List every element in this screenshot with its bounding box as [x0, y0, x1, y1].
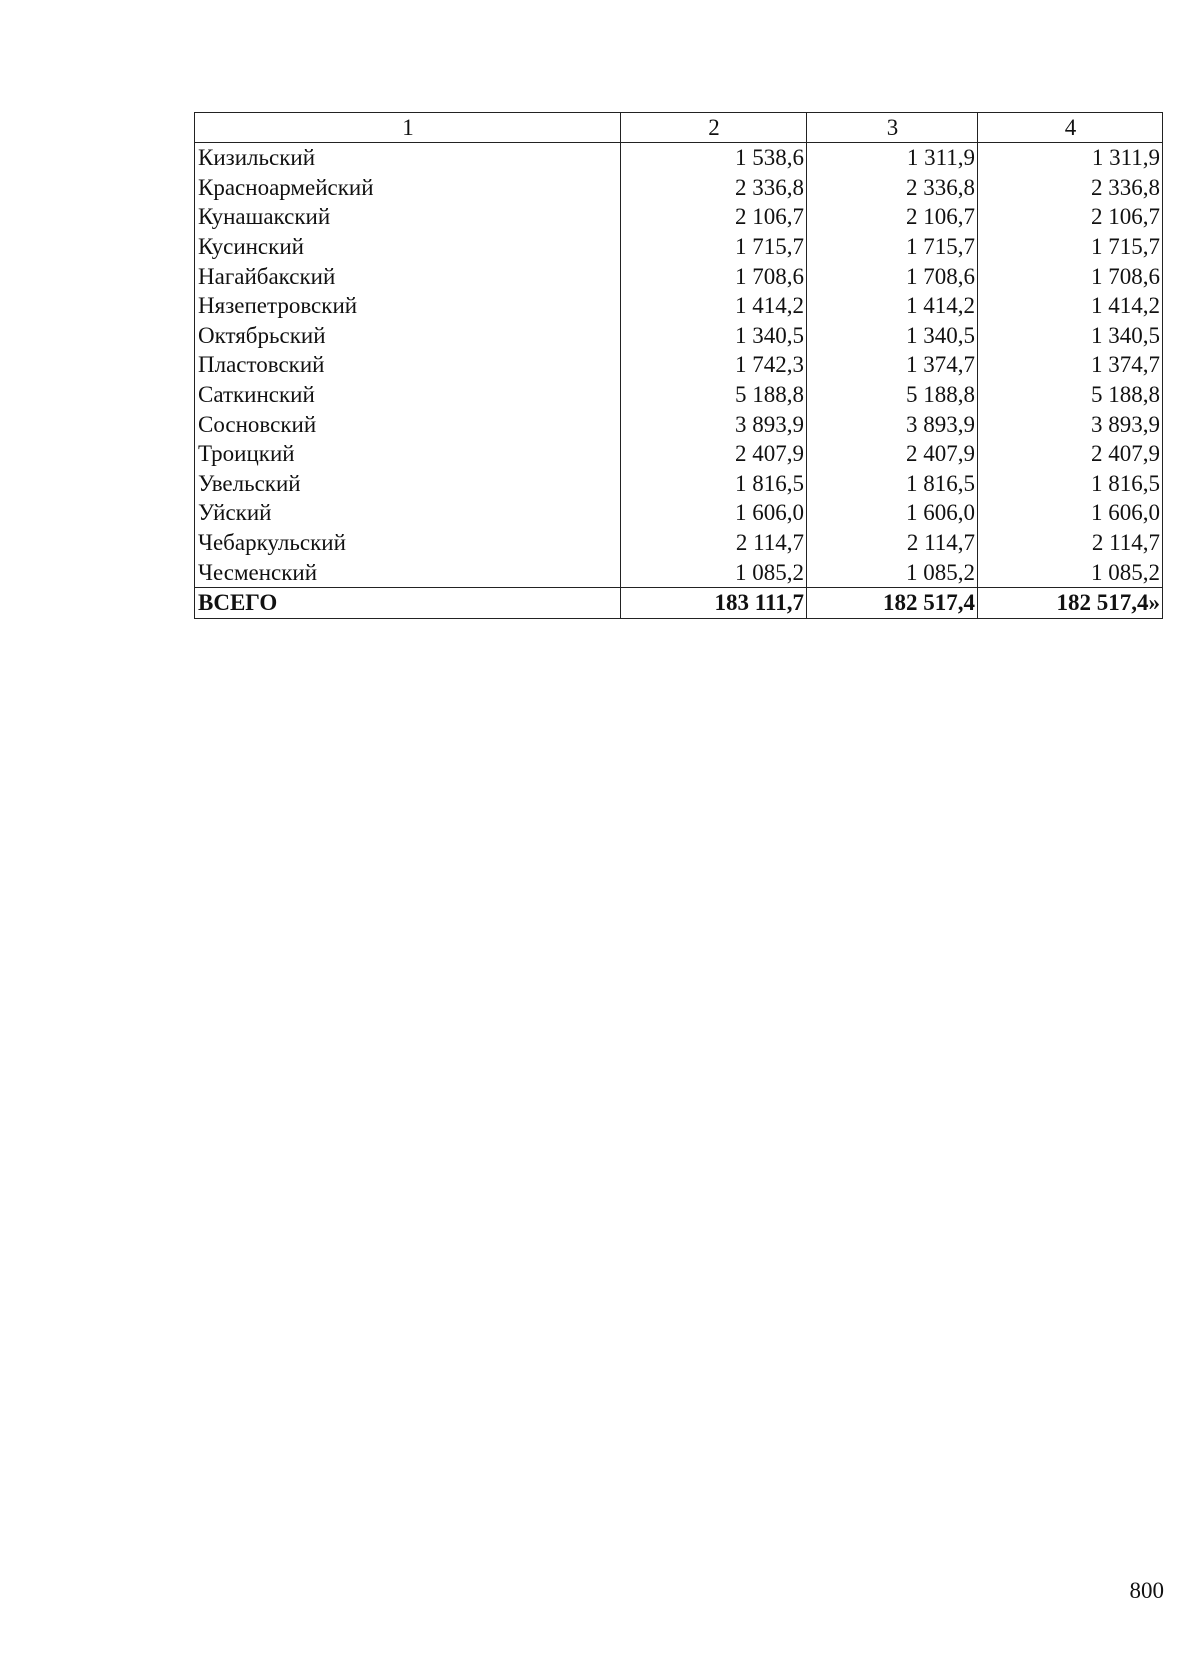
- value-col-2: 5 188,8: [621, 380, 807, 410]
- district-name: Нязепетровский: [195, 291, 621, 321]
- value-col-3: 1 311,9: [807, 143, 978, 173]
- value-col-2: 1 606,0: [621, 498, 807, 528]
- total-col-3: 182 517,4: [807, 587, 978, 618]
- table-row: [195, 350, 1163, 380]
- value-col-2: 1 085,2: [621, 557, 807, 587]
- district-name: Чесменский: [195, 557, 621, 587]
- district-name: Пластовский: [195, 350, 621, 380]
- value-col-4: 2 407,9: [978, 439, 1163, 469]
- column-header-1: 1: [195, 113, 621, 143]
- value-col-2: 2 114,7: [621, 528, 807, 558]
- table-row: [195, 528, 1163, 558]
- value-col-2: 1 715,7: [621, 232, 807, 262]
- value-col-3: 1 816,5: [807, 469, 978, 499]
- value-col-2: 1 708,6: [621, 261, 807, 291]
- district-name: Кунашакский: [195, 202, 621, 232]
- total-label: ВСЕГО: [195, 587, 621, 618]
- district-name: Кизильский: [195, 143, 621, 173]
- value-col-4: 1 816,5: [978, 469, 1163, 499]
- table-row: [195, 143, 1163, 173]
- table-row: [195, 557, 1163, 587]
- value-col-2: 1 538,6: [621, 143, 807, 173]
- value-col-4: 3 893,9: [978, 409, 1163, 439]
- table-row: [195, 469, 1163, 499]
- value-col-2: 1 340,5: [621, 321, 807, 351]
- table-row: [195, 498, 1163, 528]
- district-name: Троицкий: [195, 439, 621, 469]
- value-col-2: 1 816,5: [621, 469, 807, 499]
- value-col-4: 1 414,2: [978, 291, 1163, 321]
- table-body: [195, 143, 1163, 619]
- table-row: [195, 380, 1163, 410]
- district-name: Уйский: [195, 498, 621, 528]
- value-col-2: 2 336,8: [621, 173, 807, 203]
- column-header-4: 4: [978, 113, 1163, 143]
- value-col-3: 2 336,8: [807, 173, 978, 203]
- table-row: [195, 202, 1163, 232]
- table-row: [195, 409, 1163, 439]
- value-col-2: 2 407,9: [621, 439, 807, 469]
- value-col-4: 2 336,8: [978, 173, 1163, 203]
- total-row: [195, 587, 1163, 618]
- value-col-3: 2 407,9: [807, 439, 978, 469]
- column-header-3: 3: [807, 113, 978, 143]
- table-row: [195, 321, 1163, 351]
- table-row: [195, 291, 1163, 321]
- page-number: 800: [1129, 1578, 1164, 1603]
- value-col-3: 1 715,7: [807, 232, 978, 262]
- value-col-3: 1 085,2: [807, 557, 978, 587]
- value-col-3: 5 188,8: [807, 380, 978, 410]
- value-col-4: 1 311,9: [978, 143, 1163, 173]
- value-col-3: 2 106,7: [807, 202, 978, 232]
- value-col-3: 1 414,2: [807, 291, 978, 321]
- value-col-4: 1 374,7: [978, 350, 1163, 380]
- header-row: [195, 113, 1163, 143]
- value-col-2: 1 742,3: [621, 350, 807, 380]
- value-col-4: 1 606,0: [978, 498, 1163, 528]
- district-name: Чебаркульский: [195, 528, 621, 558]
- budget-table: [194, 112, 1163, 619]
- value-col-3: 1 606,0: [807, 498, 978, 528]
- value-col-3: 1 340,5: [807, 321, 978, 351]
- value-col-4: 1 715,7: [978, 232, 1163, 262]
- value-col-4: 1 340,5: [978, 321, 1163, 351]
- table-row: [195, 439, 1163, 469]
- value-col-4: 2 106,7: [978, 202, 1163, 232]
- column-header-2: 2: [621, 113, 807, 143]
- value-col-3: 2 114,7: [807, 528, 978, 558]
- value-col-4: 1 708,6: [978, 261, 1163, 291]
- value-col-3: 1 708,6: [807, 261, 978, 291]
- table-row: [195, 232, 1163, 262]
- value-col-4: 2 114,7: [978, 528, 1163, 558]
- total-col-4: 182 517,4»: [978, 587, 1163, 618]
- district-name: Октябрьский: [195, 321, 621, 351]
- value-col-2: 1 414,2: [621, 291, 807, 321]
- table-header: [195, 113, 1163, 143]
- value-col-2: 2 106,7: [621, 202, 807, 232]
- value-col-3: 1 374,7: [807, 350, 978, 380]
- table-row: [195, 261, 1163, 291]
- district-name: Красноармейский: [195, 173, 621, 203]
- district-name: Сосновский: [195, 409, 621, 439]
- table-row: [195, 173, 1163, 203]
- total-col-2: 183 111,7: [621, 587, 807, 618]
- district-name: Нагайбакский: [195, 261, 621, 291]
- district-name: Кусинский: [195, 232, 621, 262]
- value-col-4: 5 188,8: [978, 380, 1163, 410]
- value-col-3: 3 893,9: [807, 409, 978, 439]
- value-col-4: 1 085,2: [978, 557, 1163, 587]
- district-name: Саткинский: [195, 380, 621, 410]
- value-col-2: 3 893,9: [621, 409, 807, 439]
- district-name: Увельский: [195, 469, 621, 499]
